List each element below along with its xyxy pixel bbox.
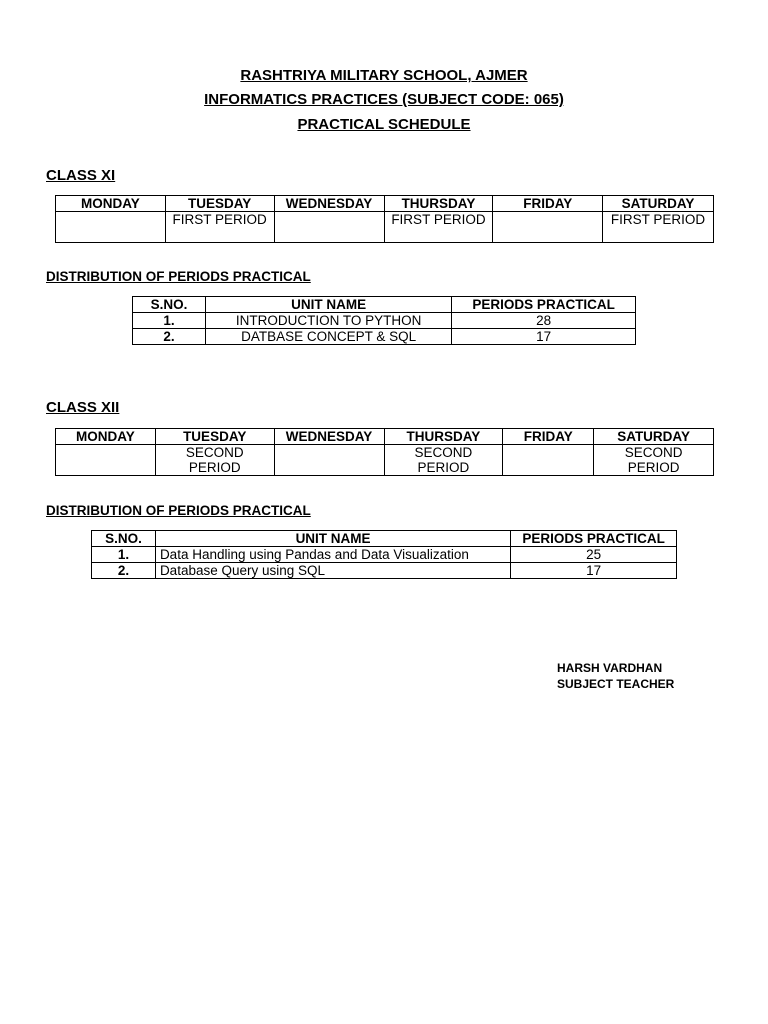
- table-row: [92, 547, 677, 563]
- distribution-header-row: [133, 297, 636, 313]
- distribution-header-row: [92, 531, 677, 547]
- schedule-header-row: [56, 196, 714, 212]
- sno-cell: 2.: [133, 329, 206, 345]
- class-xi-distribution-table: [132, 296, 636, 345]
- day-header: SATURDAY: [594, 429, 714, 445]
- unit-name-cell: DATBASE CONCEPT & SQL: [205, 329, 451, 345]
- period-cell: [56, 445, 156, 476]
- schedule-period-row: [56, 445, 714, 476]
- class-xi-schedule-table: [55, 195, 714, 243]
- period-cell: SECOND PERIOD: [155, 445, 274, 476]
- day-header: WEDNESDAY: [274, 429, 384, 445]
- day-header: TUESDAY: [155, 429, 274, 445]
- periods-cell: 28: [452, 313, 636, 329]
- schedule-period-row: [56, 212, 714, 243]
- day-header: TUESDAY: [165, 196, 274, 212]
- class-xii-distribution-table: [91, 530, 677, 579]
- unit-name-cell: INTRODUCTION TO PYTHON: [205, 313, 451, 329]
- teacher-designation: SUBJECT TEACHER: [557, 677, 675, 691]
- subject-title: INFORMATICS PRACTICES (SUBJECT CODE: 065): [204, 91, 564, 108]
- teacher-name: HARSH VARDHAN: [557, 661, 663, 675]
- periods-header: PERIODS PRACTICAL: [452, 297, 636, 313]
- period-cell: [274, 212, 384, 243]
- period-cell: [503, 445, 594, 476]
- sno-cell: 2.: [92, 563, 156, 579]
- sno-cell: 1.: [133, 313, 206, 329]
- period-cell: [274, 445, 384, 476]
- day-header: WEDNESDAY: [274, 196, 384, 212]
- table-row: [133, 313, 636, 329]
- period-cell: SECOND PERIOD: [384, 445, 503, 476]
- period-cell: SECOND PERIOD: [594, 445, 714, 476]
- class-xi-distribution-title: DISTRIBUTION OF PERIODS PRACTICAL: [46, 269, 311, 284]
- periods-cell: 25: [511, 547, 677, 563]
- period-cell: FIRST PERIOD: [165, 212, 274, 243]
- period-cell: FIRST PERIOD: [603, 212, 714, 243]
- period-cell: FIRST PERIOD: [384, 212, 493, 243]
- class-xii-label: CLASS XII: [46, 399, 120, 416]
- page-title: PRACTICAL SCHEDULE: [297, 116, 471, 133]
- day-header: MONDAY: [56, 196, 166, 212]
- unit-name-cell: Database Query using SQL: [155, 563, 510, 579]
- day-header: MONDAY: [56, 429, 156, 445]
- sno-header: S.NO.: [92, 531, 156, 547]
- period-cell: [56, 212, 166, 243]
- day-header: THURSDAY: [384, 196, 493, 212]
- day-header: SATURDAY: [603, 196, 714, 212]
- periods-header: PERIODS PRACTICAL: [511, 531, 677, 547]
- table-row: [133, 329, 636, 345]
- day-header: FRIDAY: [493, 196, 603, 212]
- day-header: FRIDAY: [503, 429, 594, 445]
- sno-cell: 1.: [92, 547, 156, 563]
- period-cell: [493, 212, 603, 243]
- table-row: [92, 563, 677, 579]
- unit-name-header: UNIT NAME: [155, 531, 510, 547]
- unit-name-cell: Data Handling using Pandas and Data Visualization: [155, 547, 510, 563]
- periods-cell: 17: [452, 329, 636, 345]
- class-xi-label: CLASS XI: [46, 167, 116, 184]
- class-xii-distribution-title: DISTRIBUTION OF PERIODS PRACTICAL: [46, 503, 311, 518]
- sno-header: S.NO.: [133, 297, 206, 313]
- school-name: RASHTRIYA MILITARY SCHOOL, AJMER: [240, 67, 528, 84]
- class-xii-schedule-table: [55, 428, 714, 476]
- unit-name-header: UNIT NAME: [205, 297, 451, 313]
- schedule-header-row: [56, 429, 714, 445]
- day-header: THURSDAY: [384, 429, 503, 445]
- periods-cell: 17: [511, 563, 677, 579]
